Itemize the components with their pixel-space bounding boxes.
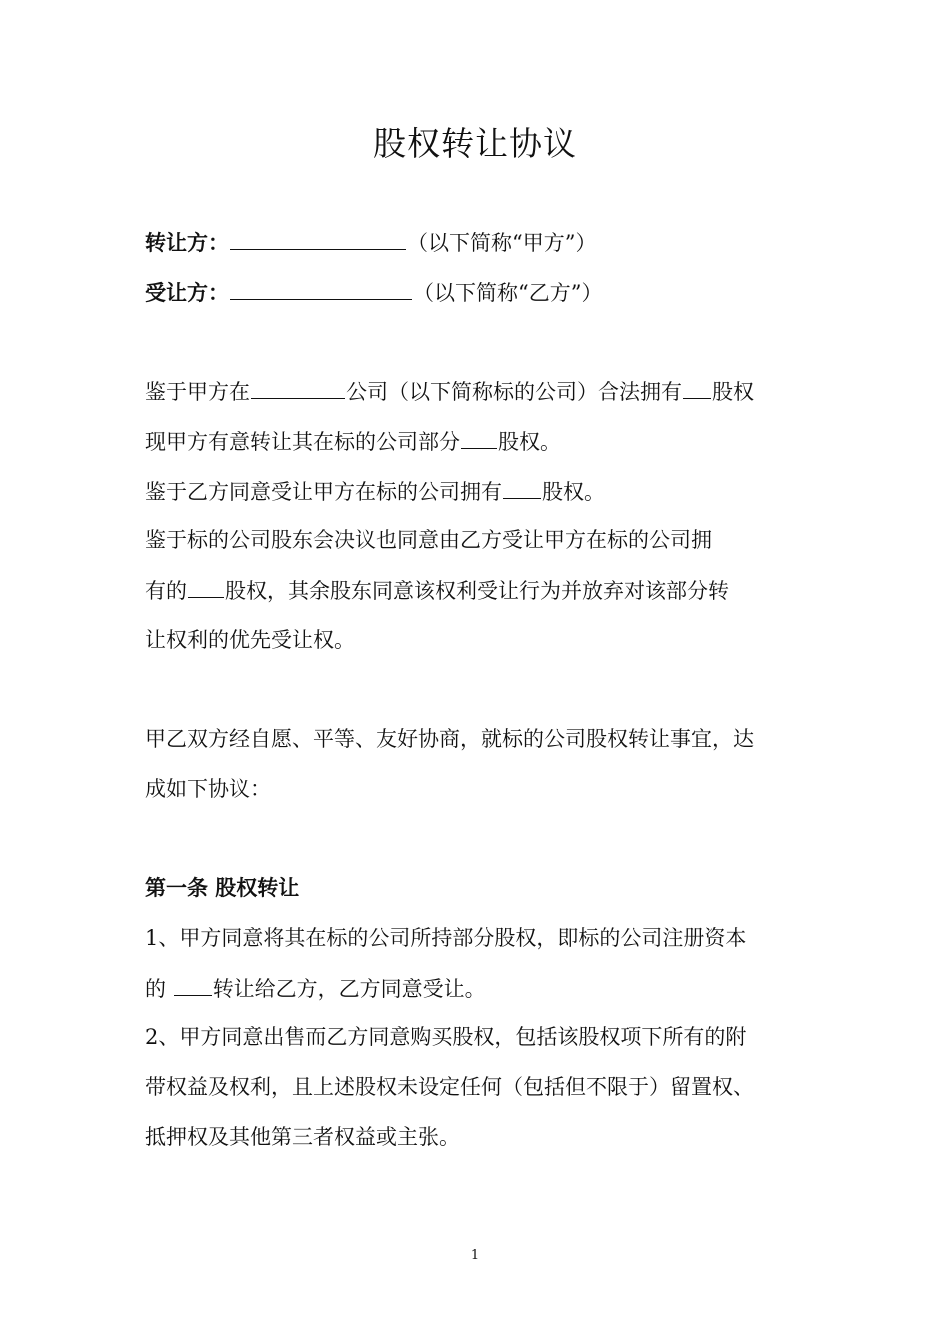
recital-2-line	[145, 476, 810, 507]
share-blank	[503, 476, 541, 499]
clause-1-line-1: 1、甲方同意将其在标的公司所持部分股权，即标的公司注册资本	[145, 926, 747, 950]
agreement-intro-line-1: 甲乙双方经自愿、平等、友好协商，就标的公司股权转让事宜，达	[145, 727, 754, 751]
clause-2-line-1: 2、甲方同意出售而乙方同意购买股权，包括该股权项下所有的附	[145, 1025, 747, 1049]
share-blank	[683, 376, 711, 399]
transferee-blank	[230, 277, 412, 300]
company-blank	[251, 376, 345, 399]
document-title: 股权转让协议	[373, 124, 577, 163]
recital-text: 股权，其余股东同意该权利受让行为并放弃对该部分转	[225, 579, 729, 603]
recital-text: 鉴于标的公司股东会决议也同意由乙方受让甲方在标的公司拥	[145, 528, 712, 552]
transferee-line	[145, 277, 810, 308]
article-1-heading: 第一条 股权转让	[145, 876, 300, 900]
transferor-label: 转让方：	[145, 231, 229, 255]
recital-text: 有的	[145, 579, 187, 603]
clause-2-line-2: 带权益及权利，且上述股权未设定任何（包括但不限于）留置权、	[145, 1075, 754, 1099]
recital-text: 公司（以下简称标的公司）合法拥有	[346, 380, 682, 404]
page-number: 1	[470, 1248, 480, 1263]
recital-text: 现甲方有意转让其在标的公司部分	[145, 430, 460, 454]
transferee-note: （以下简称“乙方”）	[413, 281, 603, 305]
clause-2-line-3: 抵押权及其他第三者权益或主张。	[145, 1125, 460, 1149]
capital-share-blank	[174, 973, 212, 996]
transferor-note: （以下简称“甲方”）	[407, 231, 597, 255]
recital-text: 股权。	[542, 480, 605, 504]
recital-1-line-1	[145, 376, 810, 407]
recital-text: 鉴于乙方同意受让甲方在标的公司拥有	[145, 480, 502, 504]
share-blank	[461, 426, 497, 449]
recital-text: 鉴于甲方在	[145, 380, 250, 404]
recital-1-line-2	[145, 426, 810, 457]
transferor-blank	[230, 227, 406, 250]
clause-text: 的	[145, 977, 173, 1001]
transferor-line	[145, 227, 810, 258]
recital-3-line-2	[145, 575, 810, 606]
recital-text: 让权利的优先受让权。	[145, 628, 355, 652]
transferee-label: 受让方：	[145, 281, 229, 305]
clause-1-line-2	[145, 973, 810, 1004]
share-blank	[188, 575, 224, 598]
clause-text: 转让给乙方，乙方同意受让。	[212, 977, 486, 1001]
recital-3-line-3	[145, 625, 810, 655]
recital-3-line-1	[145, 525, 810, 555]
recital-text: 股权	[712, 380, 754, 404]
agreement-intro-line-2: 成如下协议：	[145, 777, 271, 801]
recital-text: 股权。	[498, 430, 561, 454]
